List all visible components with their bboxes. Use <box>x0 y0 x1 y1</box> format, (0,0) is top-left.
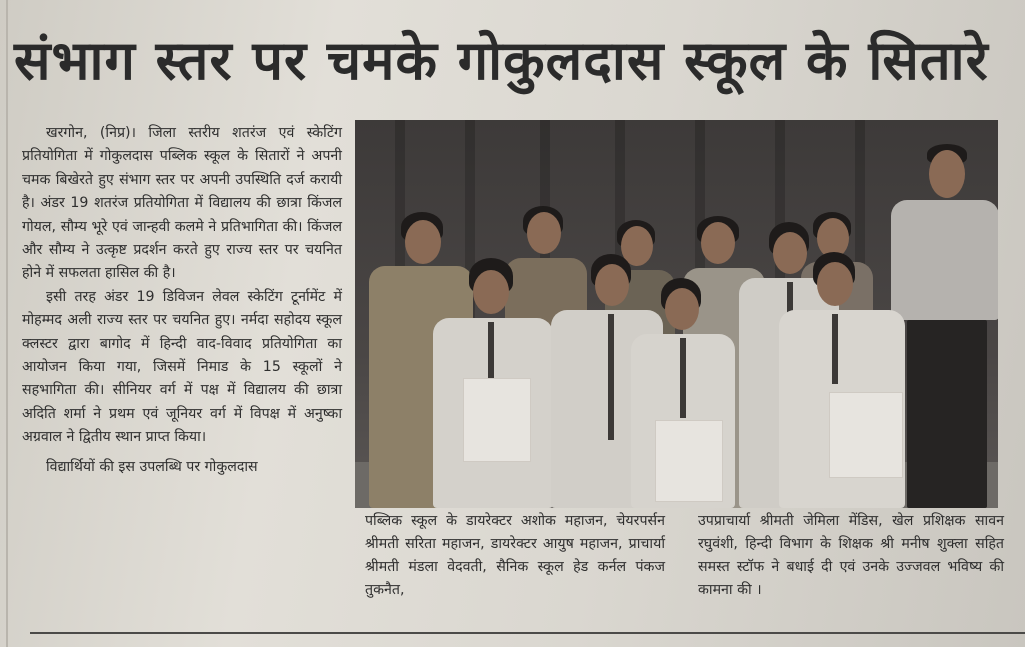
group-photo <box>355 120 998 508</box>
photo-caption-right <box>698 510 1004 602</box>
bottom-rule <box>30 632 1025 634</box>
certificate <box>463 378 531 462</box>
article-paragraph: खरगोन, (निप्र)। जिला स्तरीय शतरंज एवं स्केटिंग प्रतियोगिता में गोकुलदास पब्लिक स्कूल के सितारों ने अपनी चमक बिखेरते हुए संभाग स्तर पर अपनी उपस्थिति दर्ज करायी है। अंडर 19 शतरंज प्रतियोगिता में विद्यालय की छात्रा किंजल गोयल, सौम्य भूरे एवं जान्हवी कलमे ने प्रतिभागिता की। किंजल और सौम्य ने उत्कृष्ट प्रदर्शन करते हुए राज्य स्तर पर चयनित होने में सफलता हासिल की है। <box>22 125 342 282</box>
caption-text: उपप्राचार्या श्रीमती जेमिला मेंडिस, खेल प्रशिक्षक सावन रघुवंशी, हिन्दी विभाग के शिक्षक श्री मनीष शुक्ला सहित समस्त स्टॉफ ने बधाई दी एवं उनके उज्जवल भविष्य की कामना की । <box>698 513 1004 598</box>
article-paragraph: विद्यार्थियों की इस उपलब्धि पर गोकुलदास <box>46 458 258 475</box>
certificate <box>655 420 723 502</box>
photo-caption-left <box>365 510 665 602</box>
page-edge-line <box>6 0 8 647</box>
article-paragraph: इसी तरह अंडर 19 डिविजन लेवल स्केटिंग टूर्नामेंट में मोहम्मद अली राज्य स्तर पर चयनित हुए। नर्मदा सहोदय स्कूल क्लस्टर द्वारा बागोद में हिन्दी वाद-विवाद प्रतियोगिता का आयोजन किया गया, जिसमें निमाड के 15 स्कूलों ने सहभागिता की। सीनियर वर्ग में पक्ष में विद्यालय की छात्रा अदिति शर्मा ने प्रथम एवं जूनियर वर्ग में विपक्ष में अनुष्का अग्रवाल ने द्वितीय स्थान प्राप्त किया। <box>22 288 342 446</box>
article-body <box>22 122 342 479</box>
caption-text: पब्लिक स्कूल के डायरेक्टर अशोक महाजन, चेयरपर्सन श्रीमती सरिता महाजन, डायरेक्टर आयुष महाजन, प्राचार्या श्रीमती मंडला वेदवती, सैनिक स्कूल हेड कर्नल पंकज तुकनैत, <box>365 513 665 598</box>
certificate <box>829 392 903 478</box>
headline: संभाग स्तर पर चमके गोकुलदास स्कूल के सितारे <box>14 29 989 92</box>
